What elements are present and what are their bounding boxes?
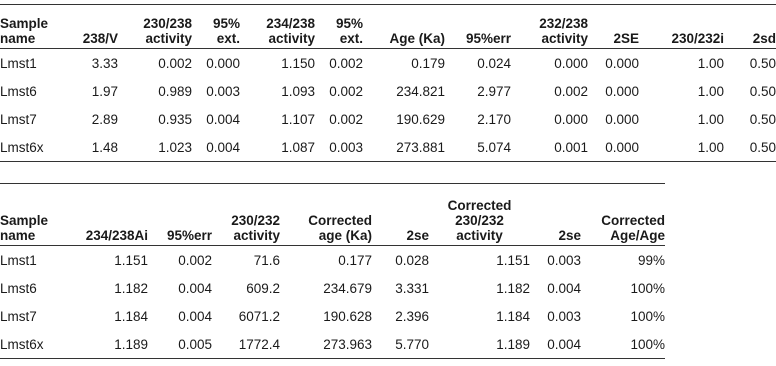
col-header-234-238-activity: 234/238 activity	[240, 5, 315, 49]
uranium-series-results-table	[0, 4, 776, 162]
col-header-corrected-age-age: Corrected Age/Age	[581, 184, 665, 246]
col-header-230-232-activity: 230/232 activity	[212, 184, 280, 246]
table-cell: 71.6	[253, 252, 280, 268]
table-cell: 1.150	[281, 55, 315, 71]
table-cell: Lmst1	[0, 55, 37, 71]
table-cell: 3.33	[91, 55, 118, 71]
table-cell: 0.028	[395, 252, 429, 268]
table-row	[0, 274, 665, 302]
table-cell: 0.50	[749, 111, 776, 127]
table-cell: 0.000	[605, 111, 639, 127]
table-cell: Lmst6x	[0, 139, 44, 155]
col-header-sample-name: Sample name	[0, 184, 64, 246]
col-header-2se: 2SE	[588, 5, 639, 49]
col-header-230-232i: 230/232i	[639, 5, 724, 49]
col-header-95-err: 95%err	[148, 184, 212, 246]
col-header-238-v: 238/V	[64, 5, 118, 49]
col-header-95-ext-2: 95% ext.	[315, 5, 363, 49]
table-cell: 2.977	[477, 83, 511, 99]
table-cell: 1.00	[697, 83, 724, 99]
table-cell: 1.184	[496, 308, 530, 324]
table-cell: 0.177	[338, 252, 372, 268]
table-cell: 0.003	[547, 308, 581, 324]
table-cell: 273.963	[323, 336, 372, 352]
table-row	[0, 133, 776, 162]
table-cell: 0.003	[547, 252, 581, 268]
table-cell: 1.093	[281, 83, 315, 99]
header-row	[0, 5, 776, 49]
table-cell: 609.2	[246, 280, 280, 296]
table-cell: 234.679	[323, 280, 372, 296]
table-cell: 234.821	[396, 83, 445, 99]
table-row	[0, 49, 776, 78]
table-cell: 0.005	[178, 336, 212, 352]
table-cell: 0.002	[329, 55, 363, 71]
table-cell: 0.004	[178, 280, 212, 296]
table-cell: 0.004	[178, 308, 212, 324]
col-header-age-ka: Age (Ka)	[363, 5, 445, 49]
corrected-ages-table	[0, 183, 665, 359]
col-header-2se: 2se	[372, 184, 429, 246]
table-cell: 0.002	[554, 83, 588, 99]
table-cell: 0.989	[158, 83, 192, 99]
table-cell: 1.182	[496, 280, 530, 296]
table-cell: 1.087	[281, 139, 315, 155]
table-cell: 1.151	[114, 252, 148, 268]
table-cell: 0.002	[329, 111, 363, 127]
table-cell: 1.151	[496, 252, 530, 268]
table-cell: Lmst6	[0, 83, 37, 99]
table-cell: 2.170	[477, 111, 511, 127]
table-cell: 0.002	[329, 83, 363, 99]
col-header-95-err: 95%err	[445, 5, 511, 49]
table-cell: Lmst7	[0, 308, 37, 324]
col-header-232-238-activity: 232/238 activity	[511, 5, 588, 49]
table-cell: Lmst6x	[0, 336, 44, 352]
table-cell: 0.179	[411, 55, 445, 71]
col-header-sample-name: Sample name	[0, 5, 64, 49]
header-row	[0, 184, 665, 246]
table-cell: 0.000	[605, 83, 639, 99]
table-cell: 0.004	[206, 111, 240, 127]
table-cell: 1.00	[697, 55, 724, 71]
col-header-corrected-230-232-activity: Corrected 230/232 activity	[429, 184, 530, 246]
col-header-95-ext: 95% ext.	[192, 5, 240, 49]
table-cell: 100%	[630, 308, 665, 324]
table-cell: Lmst1	[0, 252, 37, 268]
table-cell: 1772.4	[238, 336, 280, 352]
table-cell: Lmst7	[0, 111, 37, 127]
table-cell: 0.000	[605, 55, 639, 71]
table-row	[0, 302, 665, 330]
table-cell: 0.004	[547, 336, 581, 352]
table-cell: 1.00	[697, 139, 724, 155]
table-cell: 99%	[637, 252, 665, 268]
table-cell: 0.004	[547, 280, 581, 296]
table-cell: 1.023	[158, 139, 192, 155]
table-cell: 273.881	[396, 139, 445, 155]
table-cell: 1.182	[114, 280, 148, 296]
table-cell: 0.000	[605, 139, 639, 155]
table-cell: 0.935	[158, 111, 192, 127]
table-row	[0, 105, 776, 133]
table-cell: 0.000	[206, 55, 240, 71]
table-cell: 1.00	[697, 111, 724, 127]
table-cell: 0.002	[178, 252, 212, 268]
table-row	[0, 246, 665, 275]
table-cell: 0.50	[749, 83, 776, 99]
col-header-corrected-age: Corrected age (Ka)	[280, 184, 372, 246]
table-cell: 1.48	[91, 139, 118, 155]
table-cell: 190.629	[396, 111, 445, 127]
table-row	[0, 330, 665, 359]
table-cell: 0.024	[477, 55, 511, 71]
col-header-234-238ai: 234/238Ai	[64, 184, 148, 246]
table-cell: 2.89	[91, 111, 118, 127]
table-cell: 0.002	[158, 55, 192, 71]
table-cell: 0.004	[206, 139, 240, 155]
table-cell: 5.770	[395, 336, 429, 352]
table-cell: 1.107	[281, 111, 315, 127]
table-cell: 1.189	[114, 336, 148, 352]
table-cell: 5.074	[477, 139, 511, 155]
table-cell: 190.628	[323, 308, 372, 324]
col-header-2sd: 2sd	[724, 5, 776, 49]
table-cell: 0.001	[554, 139, 588, 155]
table-cell: 1.184	[114, 308, 148, 324]
table-cell: 0.50	[749, 55, 776, 71]
table-cell: 0.000	[554, 111, 588, 127]
table-cell: 2.396	[395, 308, 429, 324]
col-header-2se-2: 2se	[530, 184, 581, 246]
col-header-230-238-activity: 230/238 activity	[118, 5, 192, 49]
table-cell: Lmst6	[0, 280, 37, 296]
table-cell: 1.97	[91, 83, 118, 99]
table-cell: 100%	[630, 336, 665, 352]
table-cell: 0.000	[554, 55, 588, 71]
table-cell: 0.003	[329, 139, 363, 155]
table-cell: 1.189	[496, 336, 530, 352]
table-cell: 6071.2	[238, 308, 280, 324]
table-cell: 0.003	[206, 83, 240, 99]
table-cell: 0.50	[749, 139, 776, 155]
table-row	[0, 77, 776, 105]
table-cell: 3.331	[395, 280, 429, 296]
table-cell: 100%	[630, 280, 665, 296]
